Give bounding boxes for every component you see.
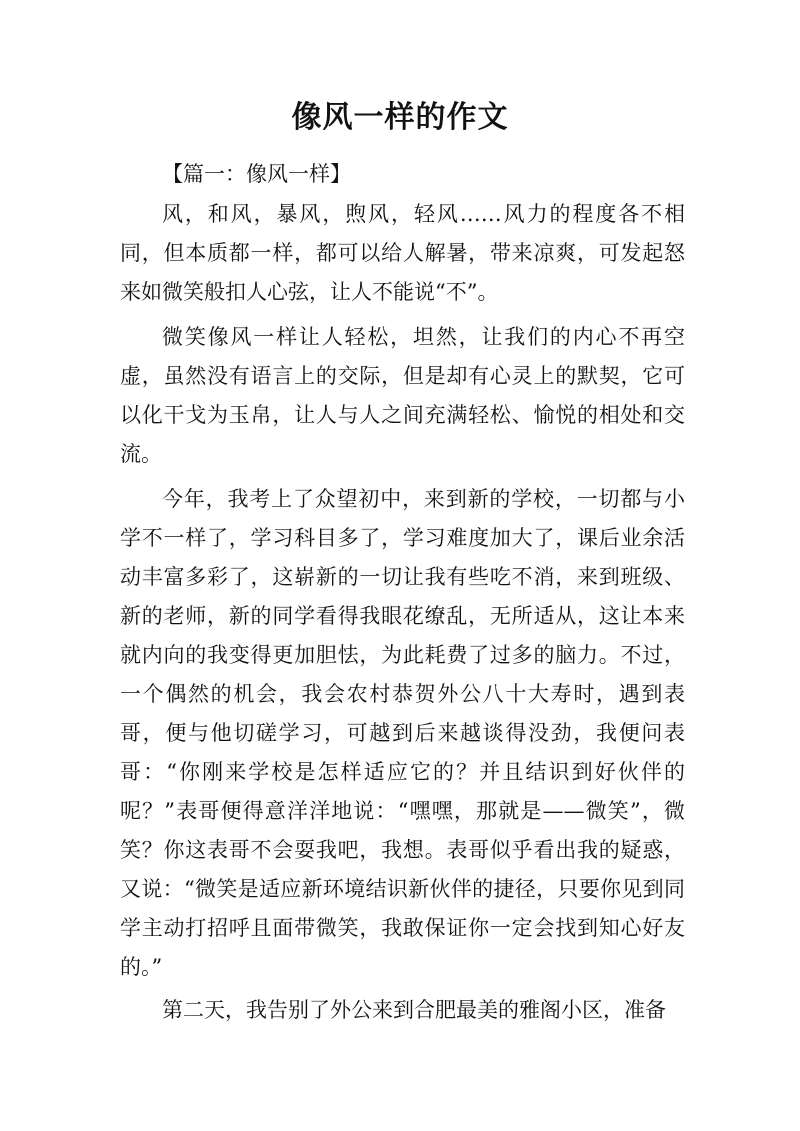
- document-title: 像风一样的作文: [291, 100, 509, 135]
- document-body: [120, 155, 685, 1036]
- paragraph-4: 第二天，我告别了外公来到合肥最美的雅阁小区，准备: [162, 998, 666, 1022]
- section-title: 【篇一：像风一样】: [162, 162, 351, 186]
- paragraph-2: 微笑像风一样让人轻松，坦然，让我们的内心不再空虚，虽然没有语言上的交际，但是却有心灵上的默契，它可以化干戈为玉帛，让人与人之间充满轻松、愉悦的相处和交流。: [120, 325, 685, 466]
- paragraph-1: 风，和风，暴风，煦风，轻风……风力的程度各不相同，但本质都一样，都可以给人解暑，带来凉爽，可发起怒来如微笑般扣人心弦，让人不能说“不”。: [120, 202, 685, 304]
- paragraph-3: 今年，我考上了众望初中，来到新的学校，一切都与小学不一样了，学习科目多了，学习难度加大了，课后业余活动丰富多彩了，这崭新的一切让我有些吃不消，来到班级、新的老师，新的同学看得我眼花缭乱，无所适从，这让本来就内向的我变得更加胆怯，为此耗费了过多的脑力。不过，一个偶然的机会，我会农村恭贺外公八十大寿时，遇到表哥，便与他切磋学习，可越到后来越谈得没劲，我便问表哥：“你刚来学校是怎样适应它的？并且结识到好伙伴的呢？”表哥便得意洋洋地说：“嘿嘿，那就是——微笑”，微笑？你这表哥不会耍我吧，我想。表哥似乎看出我的疑惑，又说：“微笑是适应新环境结识新伙伴的捷径，只要你见到同学主动打招呼且面带微笑，我敢保证你一定会找到知心好友的。”: [120, 487, 685, 979]
